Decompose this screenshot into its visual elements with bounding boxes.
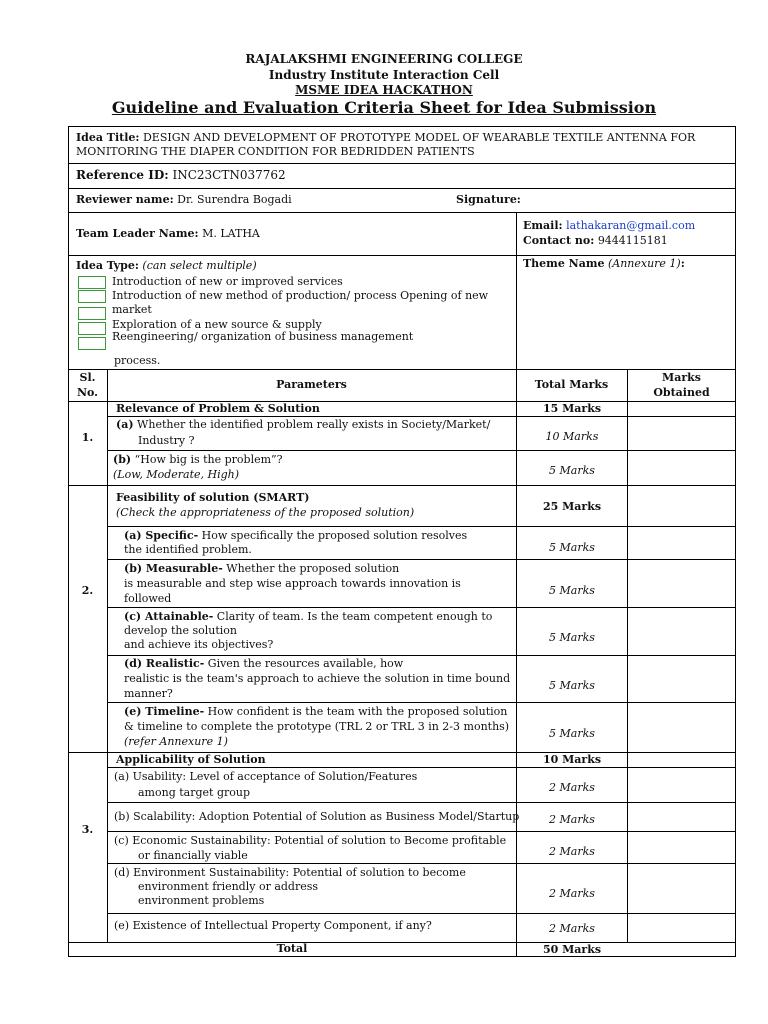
section-3d-text-2: environment friendly or address xyxy=(138,880,319,893)
section-2c-marks: 5 Marks xyxy=(549,631,595,644)
section-3-heading: Applicability of Solution xyxy=(116,753,266,766)
idea-type-checkbox-1[interactable] xyxy=(78,276,106,289)
section-1b-text-2: (Low, Moderate, High) xyxy=(113,468,240,481)
section-2e-text: (e) Timeline- How confident is the team with the proposed solution xyxy=(124,705,508,718)
section-2a-text-2: the identified problem. xyxy=(124,543,252,556)
section-3e-text: (e) Existence of Intellectual Property Component, if any? xyxy=(114,919,432,932)
section-2-number: 2. xyxy=(81,584,94,597)
cell-name: Industry Institute Interaction Cell xyxy=(268,68,500,82)
idea-type-option: Exploration of a new source & supply xyxy=(112,318,322,331)
idea-type-checkbox-5[interactable] xyxy=(78,337,106,350)
section-3d-text: (d) Environment Sustainability: Potential of solution to become xyxy=(114,866,466,879)
idea-type-checkbox-2[interactable] xyxy=(78,290,106,303)
section-2e-marks: 5 Marks xyxy=(549,727,595,740)
section-2b-text: (b) Measurable- Whether the proposed solution xyxy=(124,562,400,575)
section-3b-marks: 2 Marks xyxy=(549,813,595,826)
event-name: MSME IDEA HACKATHON xyxy=(295,83,473,97)
section-2c-text: (c) Attainable- Clarity of team. Is the team competent enough to xyxy=(124,610,493,623)
section-3a-text-2: among target group xyxy=(138,786,250,799)
section-2c-text-3: and achieve its objectives? xyxy=(124,638,274,651)
section-1b-text: (b) “How big is the problem”? xyxy=(113,453,283,466)
section-3a-marks: 2 Marks xyxy=(549,781,595,794)
section-2-subheading: (Check the appropriateness of the proposed solution) xyxy=(116,506,415,519)
section-2-total: 25 Marks xyxy=(542,500,602,513)
section-3c-text: (c) Economic Sustainability: Potential of solution to Become profitable xyxy=(114,834,507,847)
contact-number: Contact no: 9444115181 xyxy=(523,234,668,247)
section-1a-text-2: Industry ? xyxy=(138,434,195,447)
idea-type-option: process. xyxy=(114,354,161,367)
section-1-heading: Relevance of Problem & Solution xyxy=(116,402,320,415)
theme-name: Theme Name (Annexure 1): xyxy=(523,257,685,270)
reviewer-name: Reviewer name: Dr. Surendra Bogadi xyxy=(76,193,292,206)
section-3b-text: (b) Scalability: Adoption Potential of Solution as Business Model/Startup xyxy=(114,810,520,823)
total-label: Total xyxy=(276,942,308,955)
col-total-header: Total Marks xyxy=(534,378,609,391)
col-obtained-header: Marks xyxy=(662,371,701,384)
section-3e-marks: 2 Marks xyxy=(549,922,595,935)
section-3-number: 3. xyxy=(81,823,94,836)
col-sl-header-2: No. xyxy=(76,386,99,399)
col-sl-header: Sl. xyxy=(79,371,96,384)
section-3a-text: (a) Usability: Level of acceptance of Solution/Features xyxy=(114,770,418,783)
section-2b-text-3: followed xyxy=(124,592,172,605)
page-title: Guideline and Evaluation Criteria Sheet for Idea Submission xyxy=(111,98,657,117)
col-obtained-header-2: Obtained xyxy=(653,386,710,399)
idea-type-checkbox-4[interactable] xyxy=(78,322,106,335)
section-1b-marks: 5 Marks xyxy=(549,464,595,477)
idea-type-option: Introduction of new method of production/ process Opening of new xyxy=(112,289,489,302)
col-parameters-header: Parameters xyxy=(276,378,347,391)
section-2e-text-2: & timeline to complete the prototype (TRL 2 or TRL 3 in 2-3 months) xyxy=(124,720,510,733)
section-1-number: 1. xyxy=(81,431,94,444)
idea-type-checkbox-3[interactable] xyxy=(78,307,106,320)
section-1-total: 15 Marks xyxy=(542,402,602,415)
idea-type-option: market xyxy=(112,303,152,316)
section-3c-text-2: or financially viable xyxy=(138,849,248,862)
reference-id: Reference ID: INC23CTN037762 xyxy=(76,168,286,182)
section-2d-marks: 5 Marks xyxy=(549,679,595,692)
idea-title-line2: MONITORING THE DIAPER CONDITION FOR BEDRIDDEN PATIENTS xyxy=(76,145,475,158)
total-marks: 50 Marks xyxy=(542,943,602,956)
section-2b-text-2: is measurable and step wise approach towards innovation is xyxy=(124,577,461,590)
section-3-total: 10 Marks xyxy=(542,753,602,766)
section-2d-text-3: manner? xyxy=(124,687,173,700)
idea-title: Idea Title: DESIGN AND DEVELOPMENT OF PROTOTYPE MODEL OF WEARABLE TEXTILE ANTENNA FOR xyxy=(76,131,696,144)
idea-type-option: Introduction of new or improved services xyxy=(112,275,343,288)
section-2b-marks: 5 Marks xyxy=(549,584,595,597)
team-leader: Team Leader Name: M. LATHA xyxy=(76,227,260,240)
idea-type-label: Idea Type: (can select multiple) xyxy=(76,259,257,272)
college-name: RAJALAKSHMI ENGINEERING COLLEGE xyxy=(245,52,523,66)
section-2a-marks: 5 Marks xyxy=(549,541,595,554)
section-2a-text: (a) Specific- How specifically the proposed solution resolves xyxy=(124,529,468,542)
email-link[interactable]: lathakaran@gmail.com xyxy=(566,219,696,232)
section-1a-text: (a) Whether the identified problem really exists in Society/Market/ xyxy=(116,418,491,431)
section-3c-marks: 2 Marks xyxy=(549,845,595,858)
section-3d-text-3: environment problems xyxy=(138,894,265,907)
section-2e-text-3: (refer Annexure 1) xyxy=(124,735,228,748)
idea-type-option: Reengineering/ organization of business management xyxy=(112,330,414,343)
section-2-heading: Feasibility of solution (SMART) xyxy=(116,491,310,504)
section-1a-marks: 10 Marks xyxy=(545,430,599,443)
section-3d-marks: 2 Marks xyxy=(549,887,595,900)
signature-label: Signature: xyxy=(456,193,521,206)
section-2c-text-2: develop the solution xyxy=(124,624,237,637)
email: Email: lathakaran@gmail.com xyxy=(523,219,696,232)
section-2d-text: (d) Realistic- Given the resources available, how xyxy=(124,657,404,670)
section-2d-text-2: realistic is the team's approach to achieve the solution in time bound xyxy=(124,672,511,685)
